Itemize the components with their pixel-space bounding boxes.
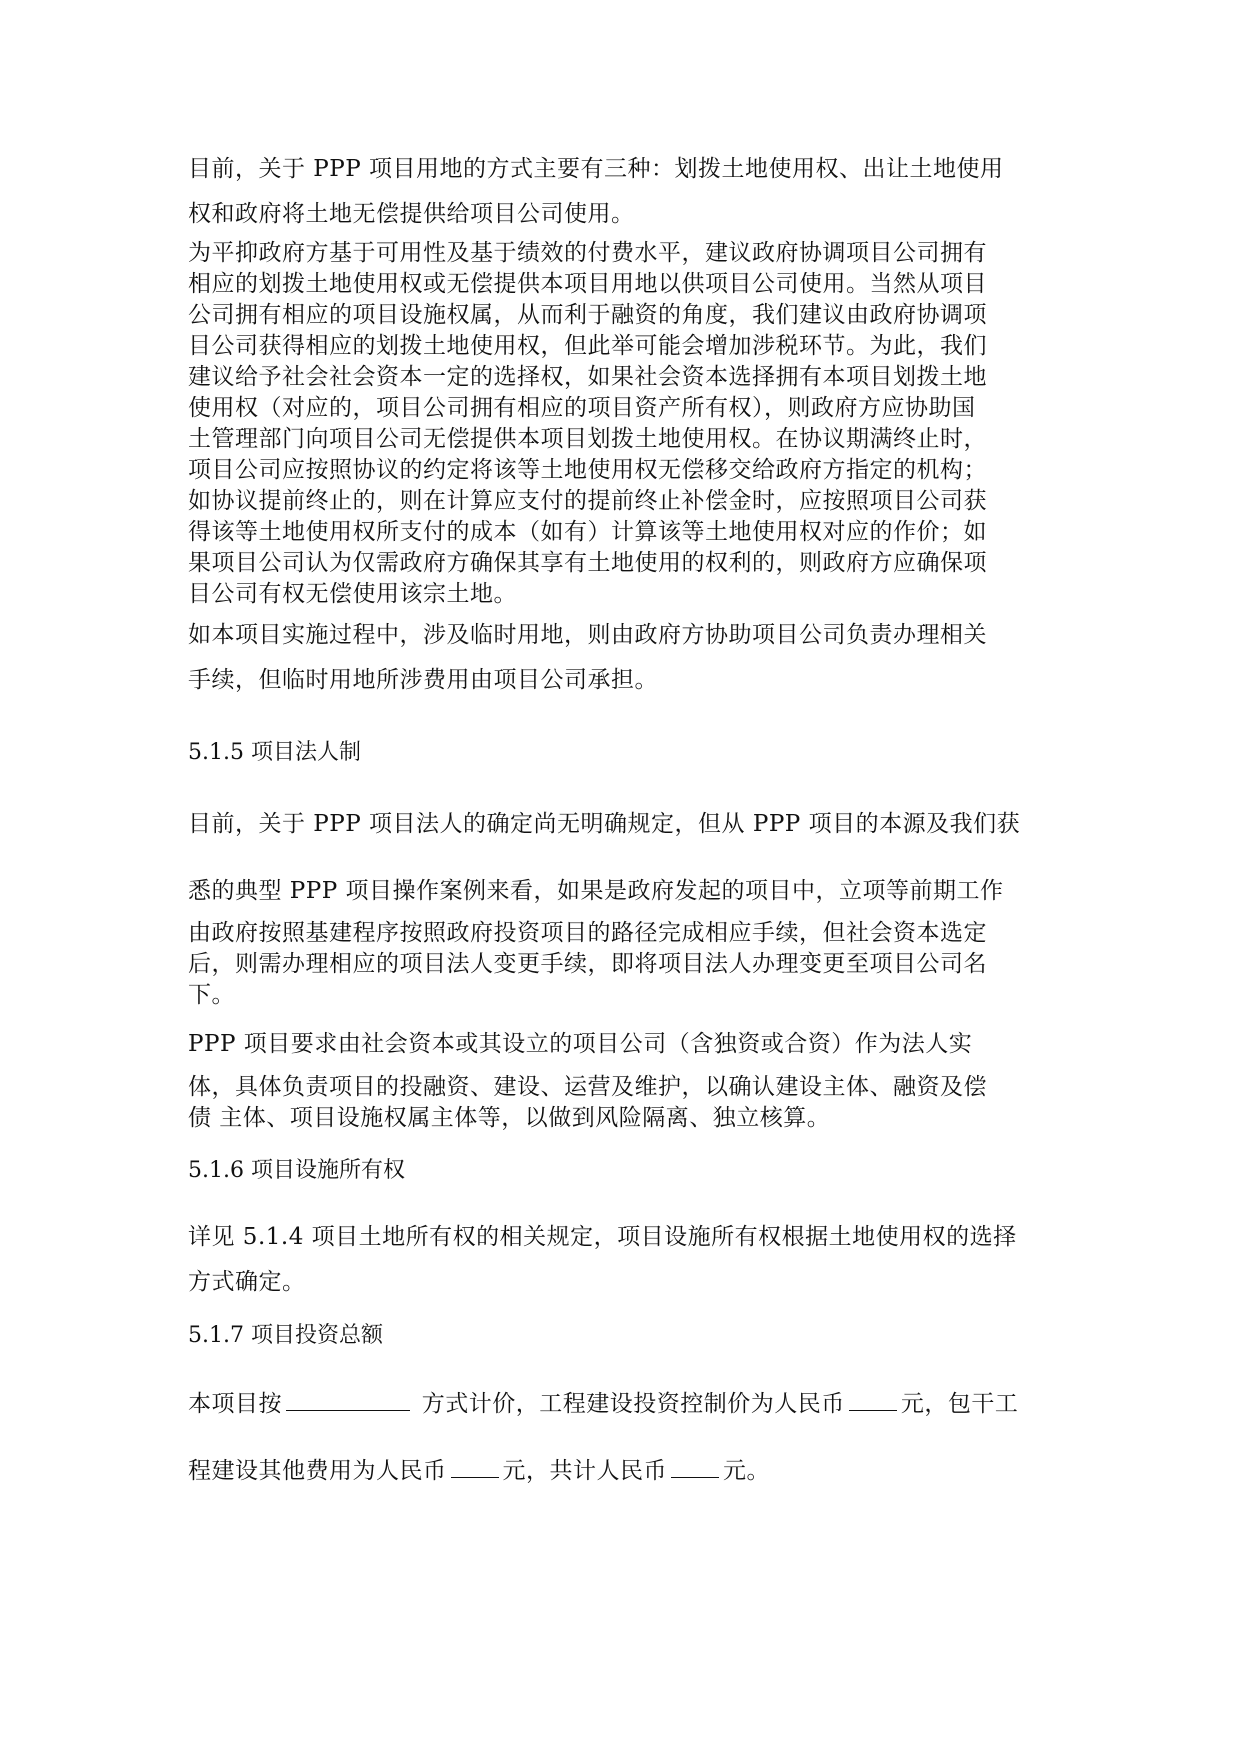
paragraph-line: 得该等土地使用权所支付的成本（如有）计算该等土地使用权对应的作价；如 — [188, 519, 987, 545]
paragraph-line: 果项目公司认为仅需政府方确保其享有土地使用的权利的，则政府方应确保项 — [188, 550, 987, 576]
fill-in-blank — [451, 1455, 499, 1478]
paragraph-line: 项目公司应按照协议的约定将该等土地使用权无偿移交给政府方指定的机构； — [188, 457, 987, 483]
paragraph-line-with-blanks — [188, 1385, 1018, 1418]
text-segment: 元，共计人民币 — [502, 1458, 667, 1484]
paragraph-line: 公司拥有相应的项目设施权属，从而利于融资的角度，我们建议由政府协调项 — [188, 302, 987, 328]
paragraph-line: 如协议提前终止的，则在计算应支付的提前终止补偿金时，应按照项目公司获 — [188, 488, 987, 514]
fill-in-blank — [671, 1455, 719, 1478]
paragraph-line: 目前，关于 PPP 项目法人的确定尚无明确规定，但从 PPP 项目的本源及我们获 — [188, 811, 1021, 837]
paragraph-line: 使用权（对应的，项目公司拥有相应的项目资产所有权），则政府方应协助国 — [188, 395, 976, 421]
paragraph-line: 权和政府将土地无偿提供给项目公司使用。 — [188, 201, 635, 227]
paragraph-line: 后，则需办理相应的项目法人变更手续，即将项目法人办理变更至项目公司名 — [188, 951, 987, 977]
fill-in-blank — [286, 1388, 410, 1411]
text-segment: 本项目按 — [188, 1391, 282, 1417]
paragraph-line: 方式确定。 — [188, 1269, 306, 1295]
paragraph-line: 如本项目实施过程中，涉及临时用地，则由政府方协助项目公司负责办理相关 — [188, 622, 987, 648]
paragraph-line: 为平抑政府方基于可用性及基于绩效的付费水平，建议政府协调项目公司拥有 — [188, 240, 987, 266]
text-segment: 元。 — [723, 1458, 770, 1484]
paragraph-line: 由政府按照基建程序按照政府投资项目的路径完成相应手续，但社会资本选定 — [188, 920, 987, 946]
paragraph-line: 详见 5.1.4 项目土地所有权的相关规定，项目设施所有权根据土地使用权的选择 — [188, 1224, 1017, 1250]
text-segment: 程建设其他费用为人民币 — [188, 1458, 447, 1484]
paragraph-line: 建议给予社会社会资本一定的选择权，如果社会资本选择拥有本项目划拨土地 — [188, 364, 987, 390]
section-heading-5-1-5: 5.1.5 项目法人制 — [188, 740, 361, 765]
paragraph-line: 土管理部门向项目公司无偿提供本项目划拨土地使用权。在协议期满终止时， — [188, 426, 987, 452]
paragraph-line-with-blanks — [188, 1452, 770, 1485]
paragraph-line: 目公司有权无偿使用该宗土地。 — [188, 581, 517, 607]
paragraph-line: 体，具体负责项目的投融资、建设、运营及维护，以确认建设主体、融资及偿 — [188, 1074, 987, 1100]
paragraph-line: 目前，关于 PPP 项目用地的方式主要有三种：划拨土地使用权、出让土地使用 — [188, 156, 1004, 182]
section-heading-5-1-7: 5.1.7 项目投资总额 — [188, 1323, 383, 1348]
paragraph-line: 悉的典型 PPP 项目操作案例来看，如果是政府发起的项目中，立项等前期工作 — [188, 878, 1004, 904]
paragraph-line: 下。 — [188, 982, 235, 1008]
paragraph-line: 目公司获得相应的划拨土地使用权，但此举可能会增加涉税环节。为此，我们 — [188, 333, 987, 359]
text-segment: 方式计价，工程建设投资控制价为人民币 — [414, 1391, 845, 1417]
paragraph-line: 相应的划拨土地使用权或无偿提供本项目用地以供项目公司使用。当然从项目 — [188, 271, 987, 297]
paragraph-line: PPP 项目要求由社会资本或其设立的项目公司（含独资或合资）作为法人实 — [188, 1031, 973, 1057]
section-heading-5-1-6: 5.1.6 项目设施所有权 — [188, 1158, 405, 1183]
fill-in-blank — [849, 1388, 897, 1411]
paragraph-line: 债 主体、项目设施权属主体等，以做到风险隔离、独立核算。 — [188, 1105, 831, 1131]
text-segment: 元，包干工 — [900, 1391, 1019, 1417]
paragraph-line: 手续，但临时用地所涉费用由项目公司承担。 — [188, 667, 658, 693]
